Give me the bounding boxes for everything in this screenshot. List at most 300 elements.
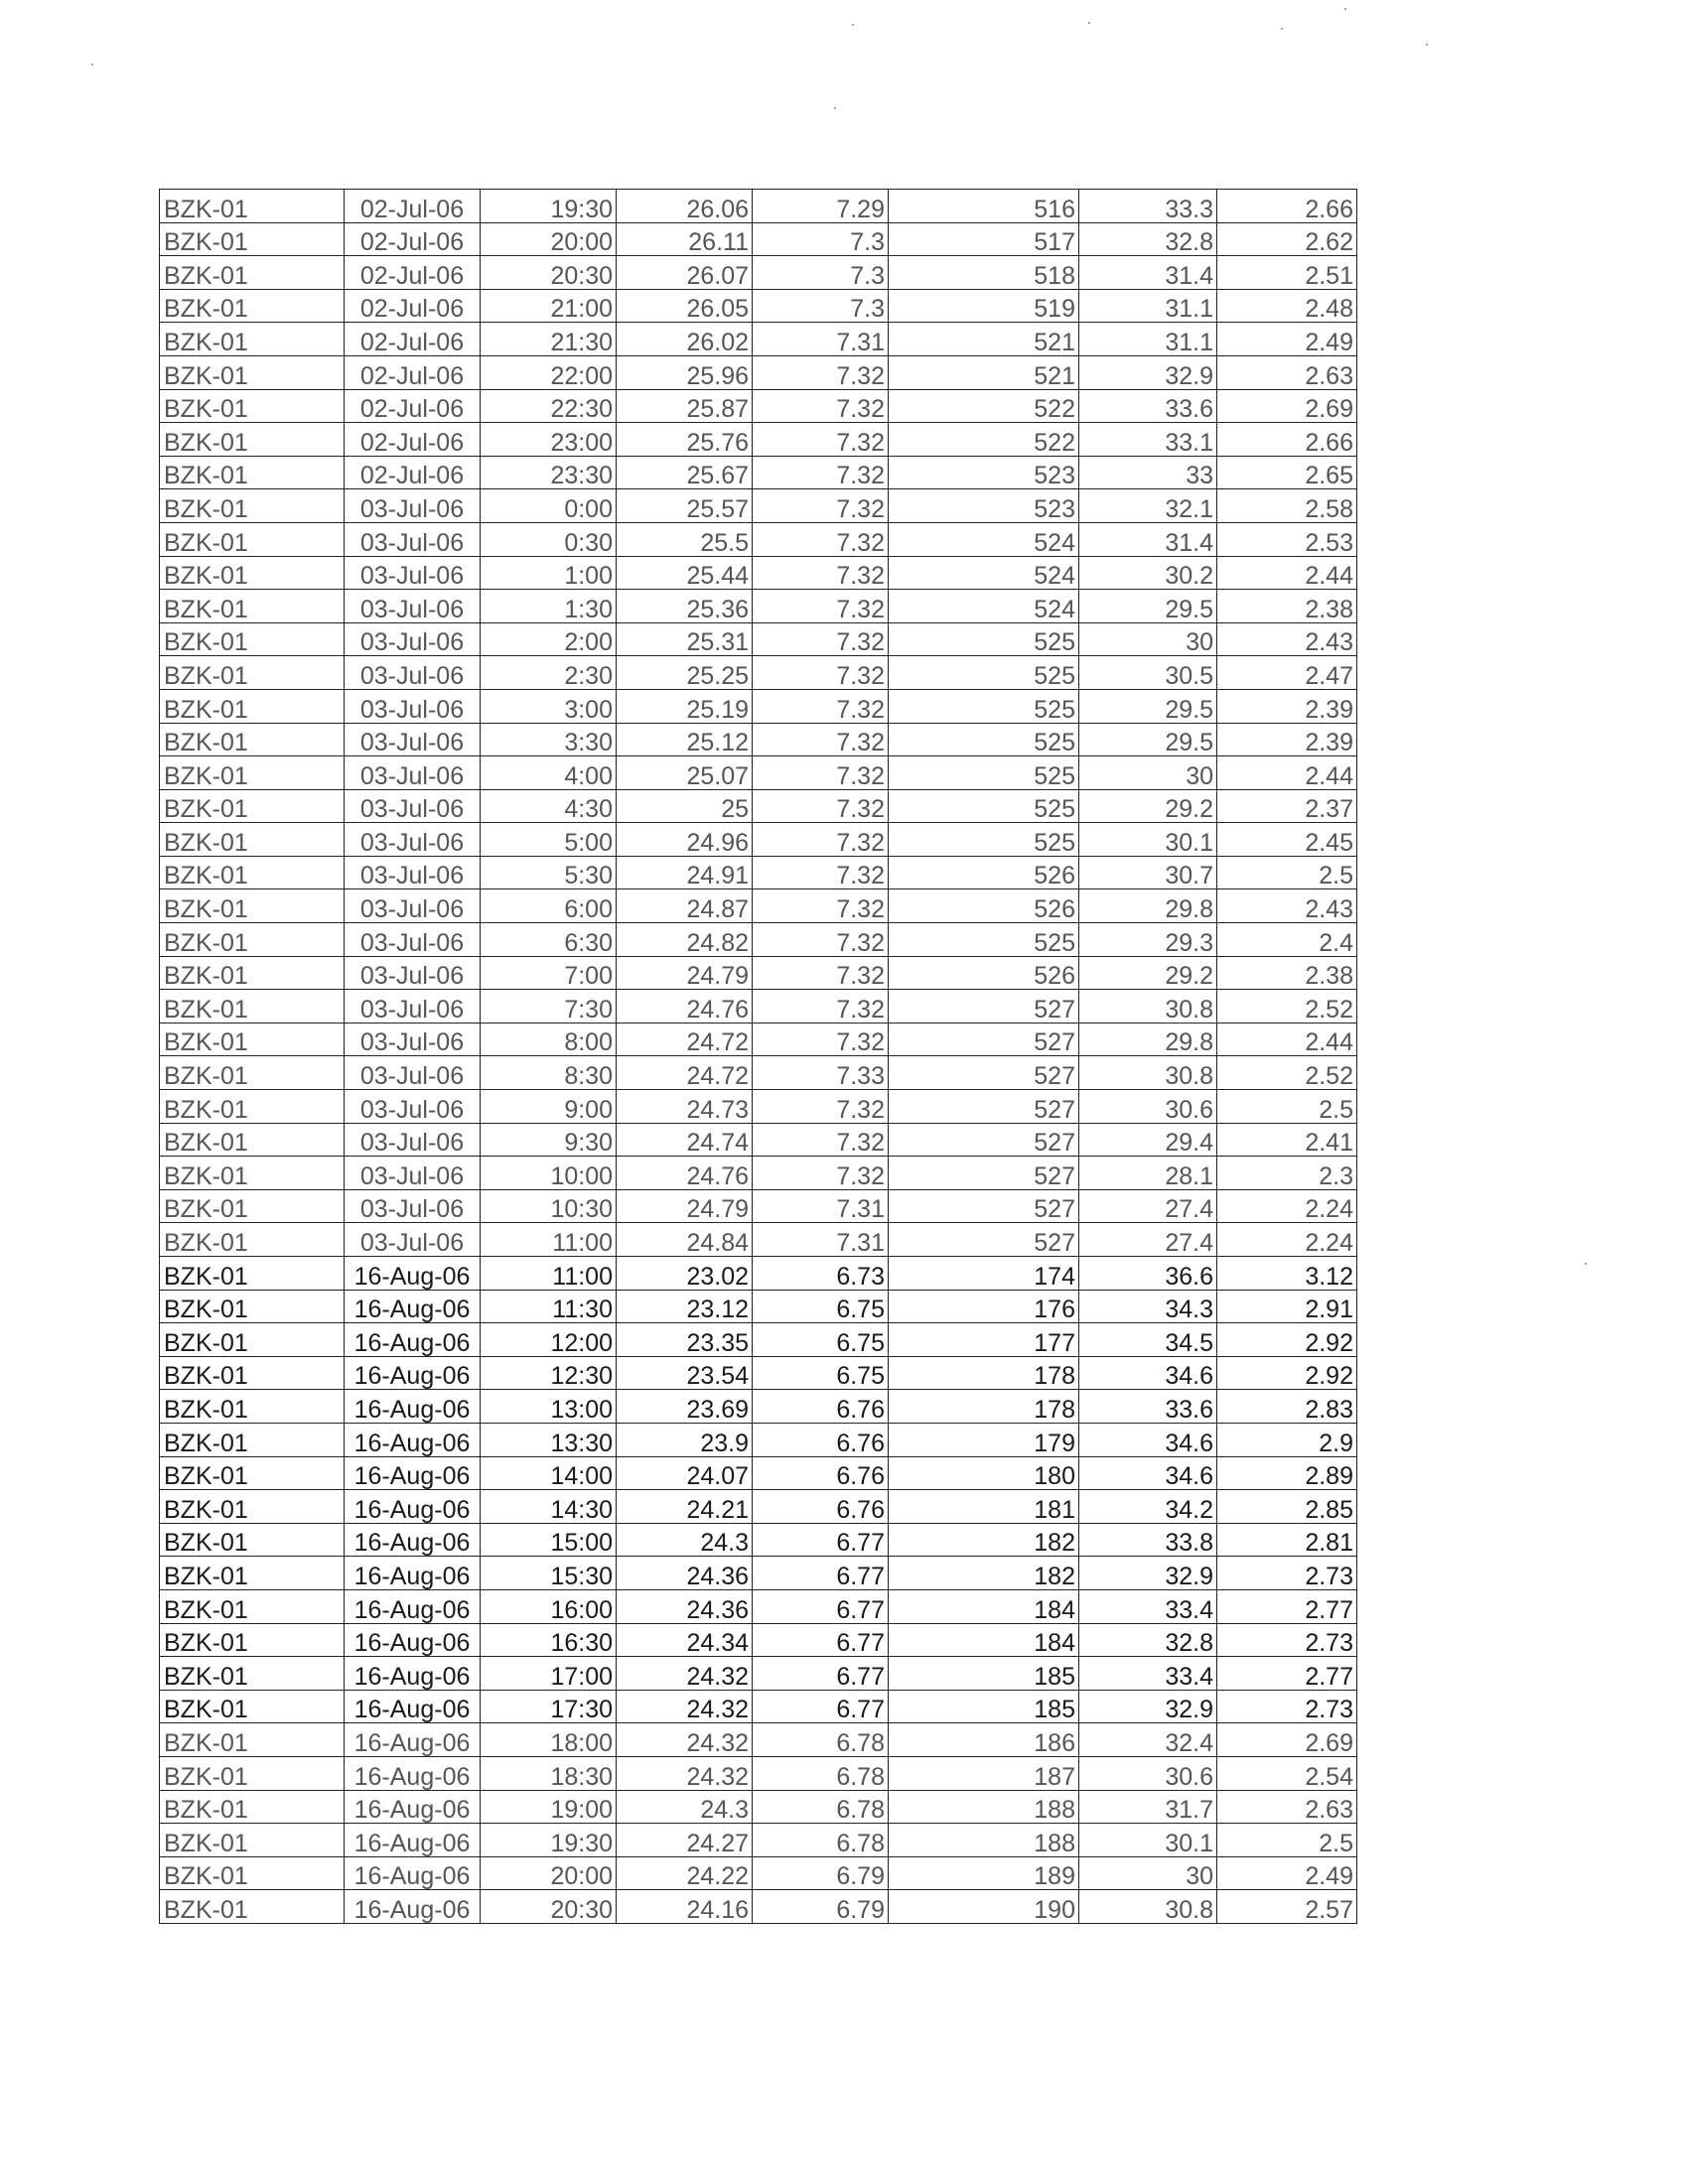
table-row: [160, 1490, 1357, 1524]
table-row: [160, 323, 1357, 356]
value-cell: 30.1: [1079, 823, 1217, 857]
time-cell: 13:30: [481, 1423, 617, 1456]
ph-cell: 6.76: [753, 1456, 889, 1490]
site-cell: BZK-01: [160, 1690, 345, 1723]
conductivity-cell: 526: [889, 956, 1079, 990]
date-cell: 03-Jul-06: [345, 656, 481, 690]
ratio-cell: 2.4: [1217, 923, 1357, 957]
ph-cell: 7.32: [753, 556, 889, 590]
temperature-cell: 24.72: [617, 1056, 753, 1090]
ph-cell: 6.78: [753, 1756, 889, 1790]
value-cell: 29.5: [1079, 723, 1217, 756]
temperature-cell: 26.05: [617, 289, 753, 323]
temperature-cell: 25.07: [617, 756, 753, 790]
date-cell: 16-Aug-06: [345, 1690, 481, 1723]
ph-cell: 7.32: [753, 856, 889, 889]
temperature-cell: 23.12: [617, 1290, 753, 1323]
temperature-cell: 23.69: [617, 1390, 753, 1424]
site-cell: BZK-01: [160, 823, 345, 857]
date-cell: 02-Jul-06: [345, 222, 481, 256]
time-cell: 8:30: [481, 1056, 617, 1090]
conductivity-cell: 524: [889, 556, 1079, 590]
time-cell: 15:00: [481, 1523, 617, 1557]
date-cell: 03-Jul-06: [345, 590, 481, 623]
temperature-cell: 24.22: [617, 1856, 753, 1890]
conductivity-cell: 525: [889, 923, 1079, 957]
ratio-cell: 3.12: [1217, 1257, 1357, 1291]
site-cell: BZK-01: [160, 256, 345, 290]
temperature-cell: 24.76: [617, 990, 753, 1024]
date-cell: 03-Jul-06: [345, 789, 481, 823]
table-row: [160, 489, 1357, 523]
ph-cell: 6.75: [753, 1356, 889, 1390]
temperature-cell: 25: [617, 789, 753, 823]
ratio-cell: 2.5: [1217, 1090, 1357, 1124]
conductivity-cell: 527: [889, 1090, 1079, 1124]
site-cell: BZK-01: [160, 389, 345, 423]
time-cell: 16:30: [481, 1623, 617, 1657]
temperature-cell: 25.76: [617, 423, 753, 457]
ph-cell: 7.32: [753, 789, 889, 823]
temperature-cell: 25.67: [617, 456, 753, 489]
table-row: [160, 1657, 1357, 1691]
value-cell: 32.8: [1079, 1623, 1217, 1657]
date-cell: 02-Jul-06: [345, 256, 481, 290]
conductivity-cell: 184: [889, 1589, 1079, 1623]
temperature-cell: 25.87: [617, 389, 753, 423]
site-cell: BZK-01: [160, 1323, 345, 1357]
value-cell: 32.9: [1079, 1557, 1217, 1590]
value-cell: 32.9: [1079, 355, 1217, 389]
temperature-cell: 24.07: [617, 1456, 753, 1490]
site-cell: BZK-01: [160, 1623, 345, 1657]
site-cell: BZK-01: [160, 889, 345, 923]
temperature-cell: 25.36: [617, 590, 753, 623]
time-cell: 10:30: [481, 1189, 617, 1223]
conductivity-cell: 527: [889, 1056, 1079, 1090]
site-cell: BZK-01: [160, 323, 345, 356]
ph-cell: 6.76: [753, 1423, 889, 1456]
table-row: [160, 689, 1357, 723]
table-row: [160, 1456, 1357, 1490]
site-cell: BZK-01: [160, 622, 345, 656]
value-cell: 30: [1079, 1856, 1217, 1890]
table-row: [160, 856, 1357, 889]
temperature-cell: 25.31: [617, 622, 753, 656]
table-row: [160, 789, 1357, 823]
site-cell: BZK-01: [160, 556, 345, 590]
ph-cell: 6.77: [753, 1690, 889, 1723]
site-cell: BZK-01: [160, 355, 345, 389]
site-cell: BZK-01: [160, 289, 345, 323]
ph-cell: 6.77: [753, 1589, 889, 1623]
date-cell: 16-Aug-06: [345, 1423, 481, 1456]
value-cell: 33.6: [1079, 389, 1217, 423]
table-row: [160, 923, 1357, 957]
ph-cell: 6.78: [753, 1824, 889, 1857]
ph-cell: 7.32: [753, 456, 889, 489]
site-cell: BZK-01: [160, 1890, 345, 1924]
scan-speck: [852, 24, 854, 26]
table-row: [160, 723, 1357, 756]
table-row: [160, 256, 1357, 290]
ph-cell: 7.32: [753, 723, 889, 756]
ph-cell: 7.3: [753, 289, 889, 323]
value-cell: 29.2: [1079, 789, 1217, 823]
temperature-cell: 23.54: [617, 1356, 753, 1390]
time-cell: 11:00: [481, 1223, 617, 1257]
ph-cell: 6.77: [753, 1623, 889, 1657]
ratio-cell: 2.3: [1217, 1157, 1357, 1190]
table-row: [160, 1790, 1357, 1824]
ph-cell: 7.32: [753, 355, 889, 389]
time-cell: 15:30: [481, 1557, 617, 1590]
date-cell: 03-Jul-06: [345, 990, 481, 1024]
date-cell: 16-Aug-06: [345, 1390, 481, 1424]
ratio-cell: 2.73: [1217, 1690, 1357, 1723]
ph-cell: 6.75: [753, 1323, 889, 1357]
conductivity-cell: 174: [889, 1257, 1079, 1291]
table-row: [160, 823, 1357, 857]
value-cell: 36.6: [1079, 1257, 1217, 1291]
ph-cell: 7.31: [753, 1223, 889, 1257]
ratio-cell: 2.43: [1217, 622, 1357, 656]
table-row: [160, 222, 1357, 256]
ratio-cell: 2.24: [1217, 1189, 1357, 1223]
temperature-cell: 24.72: [617, 1023, 753, 1056]
conductivity-cell: 526: [889, 856, 1079, 889]
value-cell: 27.4: [1079, 1223, 1217, 1257]
temperature-cell: 26.02: [617, 323, 753, 356]
table-row: [160, 1890, 1357, 1924]
conductivity-cell: 185: [889, 1657, 1079, 1691]
ph-cell: 6.77: [753, 1557, 889, 1590]
value-cell: 29.8: [1079, 1023, 1217, 1056]
temperature-cell: 24.32: [617, 1723, 753, 1757]
ratio-cell: 2.66: [1217, 423, 1357, 457]
table-row: [160, 522, 1357, 556]
ph-cell: 7.32: [753, 889, 889, 923]
value-cell: 33.3: [1079, 190, 1217, 223]
table-row: [160, 1690, 1357, 1723]
time-cell: 16:00: [481, 1589, 617, 1623]
date-cell: 16-Aug-06: [345, 1257, 481, 1291]
table-row: [160, 956, 1357, 990]
temperature-cell: 24.36: [617, 1557, 753, 1590]
date-cell: 02-Jul-06: [345, 289, 481, 323]
site-cell: BZK-01: [160, 1056, 345, 1090]
conductivity-cell: 180: [889, 1456, 1079, 1490]
scan-speck: [1344, 8, 1346, 10]
site-cell: BZK-01: [160, 1223, 345, 1257]
temperature-cell: 24.32: [617, 1690, 753, 1723]
ph-cell: 7.31: [753, 1189, 889, 1223]
ph-cell: 7.32: [753, 1157, 889, 1190]
table-row: [160, 1223, 1357, 1257]
value-cell: 31.1: [1079, 289, 1217, 323]
value-cell: 30.8: [1079, 1890, 1217, 1924]
table-row: [160, 1189, 1357, 1223]
ratio-cell: 2.39: [1217, 723, 1357, 756]
temperature-cell: 25.96: [617, 355, 753, 389]
table-row: [160, 1023, 1357, 1056]
table-row: [160, 1257, 1357, 1291]
time-cell: 20:00: [481, 1856, 617, 1890]
time-cell: 20:30: [481, 1890, 617, 1924]
date-cell: 03-Jul-06: [345, 522, 481, 556]
time-cell: 20:00: [481, 222, 617, 256]
conductivity-cell: 525: [889, 823, 1079, 857]
conductivity-cell: 519: [889, 289, 1079, 323]
table-row: [160, 1756, 1357, 1790]
site-cell: BZK-01: [160, 1490, 345, 1524]
table-row: [160, 1323, 1357, 1357]
time-cell: 11:00: [481, 1257, 617, 1291]
date-cell: 02-Jul-06: [345, 190, 481, 223]
temperature-cell: 24.82: [617, 923, 753, 957]
table-row: [160, 1824, 1357, 1857]
date-cell: 03-Jul-06: [345, 1223, 481, 1257]
table-row: [160, 1157, 1357, 1190]
ph-cell: 6.76: [753, 1490, 889, 1524]
date-cell: 16-Aug-06: [345, 1323, 481, 1357]
ph-cell: 7.31: [753, 323, 889, 356]
date-cell: 02-Jul-06: [345, 423, 481, 457]
site-cell: BZK-01: [160, 1390, 345, 1424]
conductivity-cell: 525: [889, 656, 1079, 690]
ph-cell: 7.32: [753, 990, 889, 1024]
value-cell: 29.2: [1079, 956, 1217, 990]
date-cell: 02-Jul-06: [345, 389, 481, 423]
ph-cell: 7.32: [753, 689, 889, 723]
value-cell: 34.6: [1079, 1423, 1217, 1456]
scan-speck: [1585, 1263, 1587, 1265]
time-cell: 4:30: [481, 789, 617, 823]
site-cell: BZK-01: [160, 1189, 345, 1223]
table-row: [160, 756, 1357, 790]
temperature-cell: 24.27: [617, 1824, 753, 1857]
time-cell: 2:30: [481, 656, 617, 690]
conductivity-cell: 182: [889, 1523, 1079, 1557]
ratio-cell: 2.38: [1217, 956, 1357, 990]
value-cell: 31.7: [1079, 1790, 1217, 1824]
ratio-cell: 2.45: [1217, 823, 1357, 857]
site-cell: BZK-01: [160, 1657, 345, 1691]
temperature-cell: 26.07: [617, 256, 753, 290]
scan-speck: [91, 64, 93, 66]
site-cell: BZK-01: [160, 756, 345, 790]
table-row: [160, 1290, 1357, 1323]
ratio-cell: 2.39: [1217, 689, 1357, 723]
value-cell: 32.4: [1079, 1723, 1217, 1757]
time-cell: 19:00: [481, 1790, 617, 1824]
time-cell: 1:00: [481, 556, 617, 590]
date-cell: 03-Jul-06: [345, 723, 481, 756]
temperature-cell: 25.25: [617, 656, 753, 690]
value-cell: 33.1: [1079, 423, 1217, 457]
temperature-cell: 24.34: [617, 1623, 753, 1657]
time-cell: 5:30: [481, 856, 617, 889]
temperature-cell: 24.84: [617, 1223, 753, 1257]
ratio-cell: 2.44: [1217, 756, 1357, 790]
temperature-cell: 24.16: [617, 1890, 753, 1924]
site-cell: BZK-01: [160, 423, 345, 457]
ph-cell: 6.77: [753, 1523, 889, 1557]
ph-cell: 7.32: [753, 1090, 889, 1124]
table-row: [160, 990, 1357, 1024]
site-cell: BZK-01: [160, 1423, 345, 1456]
table-row: [160, 389, 1357, 423]
ratio-cell: 2.85: [1217, 1490, 1357, 1524]
conductivity-cell: 523: [889, 489, 1079, 523]
site-cell: BZK-01: [160, 723, 345, 756]
ph-cell: 7.3: [753, 256, 889, 290]
date-cell: 03-Jul-06: [345, 1090, 481, 1124]
ratio-cell: 2.49: [1217, 323, 1357, 356]
ph-cell: 7.32: [753, 956, 889, 990]
value-cell: 30: [1079, 622, 1217, 656]
ph-cell: 7.3: [753, 222, 889, 256]
temperature-cell: 24.74: [617, 1123, 753, 1157]
conductivity-cell: 527: [889, 1123, 1079, 1157]
value-cell: 30: [1079, 756, 1217, 790]
ph-cell: 7.32: [753, 1123, 889, 1157]
value-cell: 34.3: [1079, 1290, 1217, 1323]
value-cell: 30.6: [1079, 1756, 1217, 1790]
date-cell: 03-Jul-06: [345, 1023, 481, 1056]
time-cell: 12:30: [481, 1356, 617, 1390]
ratio-cell: 2.92: [1217, 1323, 1357, 1357]
temperature-cell: 24.32: [617, 1657, 753, 1691]
site-cell: BZK-01: [160, 190, 345, 223]
temperature-cell: 24.79: [617, 956, 753, 990]
scan-speck: [1426, 44, 1428, 46]
conductivity-cell: 181: [889, 1490, 1079, 1524]
date-cell: 03-Jul-06: [345, 689, 481, 723]
table-row: [160, 556, 1357, 590]
date-cell: 16-Aug-06: [345, 1589, 481, 1623]
scan-speck: [1088, 22, 1090, 24]
value-cell: 34.6: [1079, 1456, 1217, 1490]
table-row: [160, 289, 1357, 323]
ratio-cell: 2.51: [1217, 256, 1357, 290]
ratio-cell: 2.69: [1217, 389, 1357, 423]
site-cell: BZK-01: [160, 489, 345, 523]
value-cell: 29.5: [1079, 689, 1217, 723]
date-cell: 16-Aug-06: [345, 1456, 481, 1490]
time-cell: 13:00: [481, 1390, 617, 1424]
conductivity-cell: 527: [889, 1023, 1079, 1056]
site-cell: BZK-01: [160, 522, 345, 556]
site-cell: BZK-01: [160, 1157, 345, 1190]
time-cell: 17:00: [481, 1657, 617, 1691]
conductivity-cell: 521: [889, 355, 1079, 389]
value-cell: 31.4: [1079, 522, 1217, 556]
table-row: [160, 423, 1357, 457]
scan-speck: [1281, 28, 1283, 30]
date-cell: 16-Aug-06: [345, 1657, 481, 1691]
ratio-cell: 2.92: [1217, 1356, 1357, 1390]
time-cell: 17:30: [481, 1690, 617, 1723]
date-cell: 03-Jul-06: [345, 1189, 481, 1223]
temperature-cell: 23.02: [617, 1257, 753, 1291]
table-row: [160, 1423, 1357, 1456]
date-cell: 03-Jul-06: [345, 956, 481, 990]
time-cell: 22:00: [481, 355, 617, 389]
table-row: [160, 456, 1357, 489]
date-cell: 16-Aug-06: [345, 1790, 481, 1824]
time-cell: 23:00: [481, 423, 617, 457]
ratio-cell: 2.52: [1217, 990, 1357, 1024]
date-cell: 02-Jul-06: [345, 456, 481, 489]
conductivity-cell: 525: [889, 689, 1079, 723]
conductivity-cell: 527: [889, 1223, 1079, 1257]
table-row: [160, 1390, 1357, 1424]
conductivity-cell: 522: [889, 389, 1079, 423]
value-cell: 33: [1079, 456, 1217, 489]
conductivity-cell: 527: [889, 990, 1079, 1024]
site-cell: BZK-01: [160, 1824, 345, 1857]
date-cell: 03-Jul-06: [345, 923, 481, 957]
ratio-cell: 2.53: [1217, 522, 1357, 556]
date-cell: 16-Aug-06: [345, 1824, 481, 1857]
ratio-cell: 2.63: [1217, 1790, 1357, 1824]
site-cell: BZK-01: [160, 789, 345, 823]
table-body: [160, 190, 1357, 1924]
ph-cell: 7.32: [753, 389, 889, 423]
value-cell: 30.1: [1079, 1824, 1217, 1857]
time-cell: 7:30: [481, 990, 617, 1024]
time-cell: 19:30: [481, 190, 617, 223]
ratio-cell: 2.37: [1217, 789, 1357, 823]
time-cell: 2:00: [481, 622, 617, 656]
time-cell: 10:00: [481, 1157, 617, 1190]
conductivity-cell: 525: [889, 622, 1079, 656]
ratio-cell: 2.83: [1217, 1390, 1357, 1424]
site-cell: BZK-01: [160, 1023, 345, 1056]
value-cell: 27.4: [1079, 1189, 1217, 1223]
time-cell: 8:00: [481, 1023, 617, 1056]
site-cell: BZK-01: [160, 590, 345, 623]
value-cell: 34.6: [1079, 1356, 1217, 1390]
ratio-cell: 2.24: [1217, 1223, 1357, 1257]
value-cell: 33.4: [1079, 1657, 1217, 1691]
date-cell: 16-Aug-06: [345, 1723, 481, 1757]
scanned-data-table: [159, 189, 1356, 1924]
date-cell: 02-Jul-06: [345, 323, 481, 356]
ratio-cell: 2.41: [1217, 1123, 1357, 1157]
time-cell: 4:00: [481, 756, 617, 790]
table-row: [160, 590, 1357, 623]
table-row: [160, 1856, 1357, 1890]
ratio-cell: 2.38: [1217, 590, 1357, 623]
conductivity-cell: 179: [889, 1423, 1079, 1456]
value-cell: 34.2: [1079, 1490, 1217, 1524]
time-cell: 18:00: [481, 1723, 617, 1757]
ratio-cell: 2.91: [1217, 1290, 1357, 1323]
time-cell: 14:30: [481, 1490, 617, 1524]
ph-cell: 7.32: [753, 590, 889, 623]
date-cell: 16-Aug-06: [345, 1290, 481, 1323]
time-cell: 6:30: [481, 923, 617, 957]
value-cell: 30.7: [1079, 856, 1217, 889]
site-cell: BZK-01: [160, 1090, 345, 1124]
conductivity-cell: 522: [889, 423, 1079, 457]
ph-cell: 7.33: [753, 1056, 889, 1090]
conductivity-cell: 177: [889, 1323, 1079, 1357]
time-cell: 7:00: [481, 956, 617, 990]
ratio-cell: 2.44: [1217, 1023, 1357, 1056]
